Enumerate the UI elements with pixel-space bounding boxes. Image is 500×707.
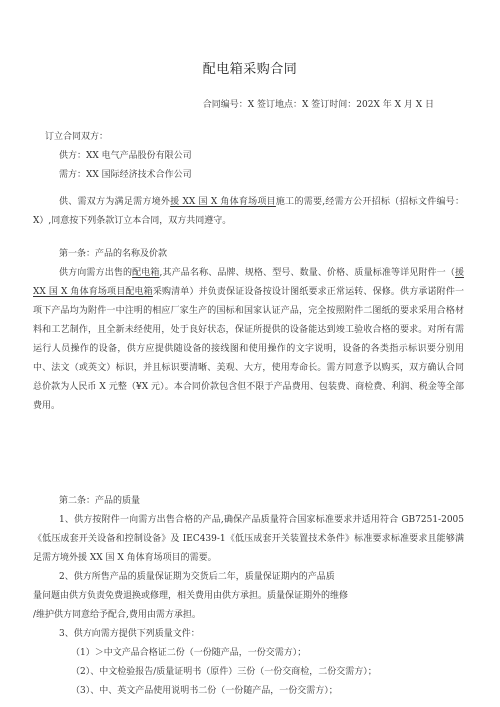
article-1-text-3: 采购清单）并负责保证设备按设计图纸要求正常运转、保修。供方承诺附件一项下产品均为附件一中注明的相应厂家生产的国标和国家认证产品，完全按照附件二图纸的要求采用合格材料和工艺制作，且全新未经使用，处于良好状态，保证所提供的设备能达到竣工验收合格的要求。对所有需运行人员操作的设备，供方应提供随设备的接线图和使用操作的文字说明，设备的各类指示标识要分别用中、法文（或英文）标识，并且标识要清晰、美观、大方，使用寿命长。需方同意予以购买，双方确认合同总价款为人民币 X 元整（¥X 元）。本合同价款包含但不限于产品费用、包装费、商检费、利润、税金等全部费用。 — [33, 287, 464, 411]
quality-item-1: 1、供方按附件一向需方出售合格的产品,确保产品质量符合国家标准要求并适用符合 GB7251-2005《低压成套开关设备和控制设备》及 IEC439-1《低压成套开关装置技术条件》标准要求标准要求且能够满足需方境外援 XX 国 X 角体育场项目的需要。 — [33, 515, 464, 563]
quality-doc-3: （3）、中、英文产品使用说明书二份（一份随产品，一份交需方）； — [71, 686, 338, 696]
article-1-body — [33, 264, 464, 416]
parties-intro: 订立合同双方： — [45, 132, 109, 142]
purchase-list-link: 援 XX 国 X 角体育场项目配电箱 — [33, 268, 464, 297]
quality-item-2-line-3: /维护供方同意给予配合,费用由需方承担。 — [33, 610, 201, 620]
article-1-text-2: ,其产品名称、品牌、规格、型号、数量、价格、质量标准等详见附件一（ — [159, 268, 455, 278]
article-1-text-1: 供方向需方出售的 — [59, 268, 133, 278]
preamble-text-2: 施工的需要,经需方公开招标（招标文件编号：X）,同意按下列条款订立本合同，双方共同遵守。 — [33, 197, 464, 226]
preamble-paragraph — [33, 193, 464, 231]
quality-item-2-line-1: 2、供方所售产品的质量保证期为交货后二年，质量保证期内的产品质 — [59, 572, 335, 582]
quality-doc-1: （1）＞中文产品合格证二份（一份随产品，一份交需方）； — [71, 648, 307, 658]
article-2-section — [33, 492, 464, 701]
article-1-section — [33, 245, 464, 416]
parties-section — [33, 128, 464, 185]
supplier-line: 供方：XX 电气产品股份有限公司 — [59, 151, 192, 161]
quality-doc-2: （2）、中文检验报告/质量证明书（原件）三份（一份交商检，二份交需方）； — [71, 667, 377, 677]
preamble-text-1: 供、需双方为满足需方境外 — [59, 197, 171, 207]
contract-meta-line: 合同编号：X 签订地点：X 签订时间：202X 年 X 月 X 日 — [202, 100, 434, 110]
product-name-link: 配电箱 — [132, 268, 160, 278]
quality-item-3: 3、供方向需方提供下列质量文件： — [59, 629, 200, 639]
document-title: 配电箱采购合同 — [202, 62, 298, 77]
project-name-link: 援 XX 国 X 角体育场项目 — [170, 197, 276, 207]
buyer-line: 需方：XX 国际经济技术合作公司 — [59, 170, 192, 180]
article-1-heading: 第一条：产品的名称及价款 — [59, 249, 168, 259]
article-2-heading: 第二条：产品的质量 — [59, 496, 141, 506]
quality-item-2-line-2: 量问题由供方负责免费退换或修理，相关费用由供方承担。质量保证期外的维修 — [33, 591, 349, 601]
